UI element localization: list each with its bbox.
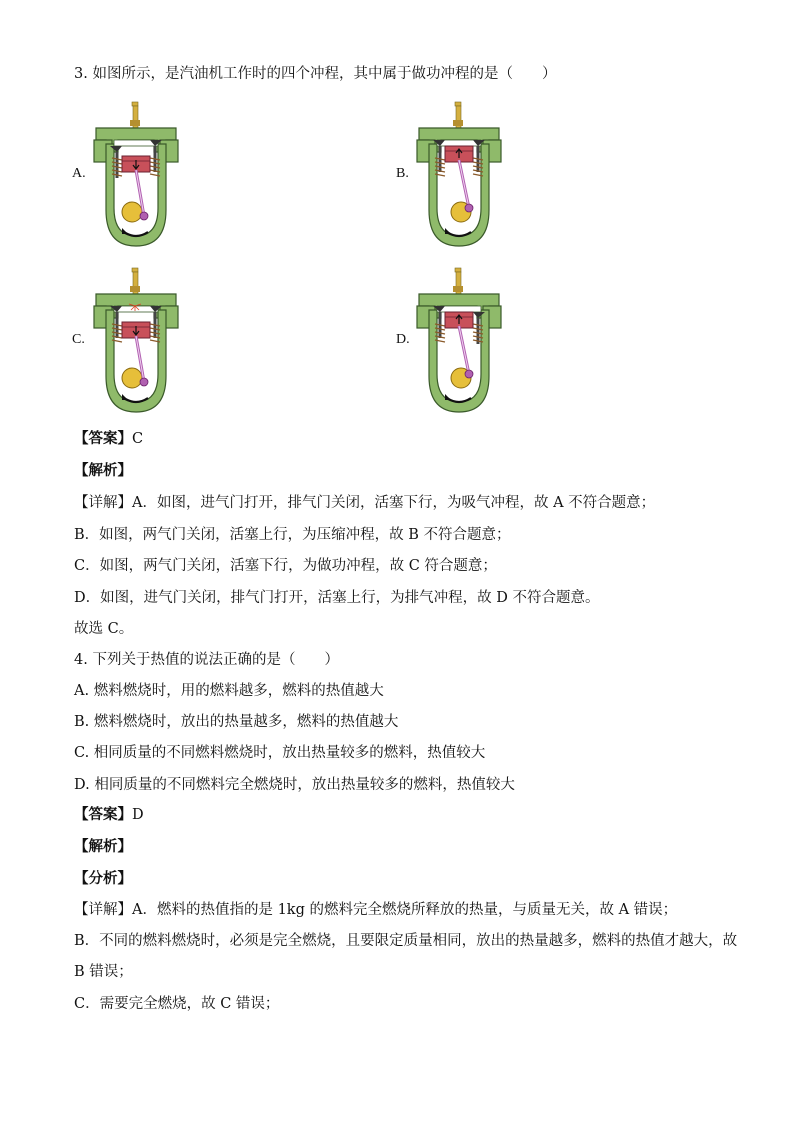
spark-plug-nut [453, 120, 463, 126]
q3-conclusion: 故选 C。 [74, 621, 134, 637]
q4-analyze-tag: 【分析】 [74, 870, 132, 887]
q4-option-c: C. 相同质量的不同燃料燃烧时，放出热量较多的燃料，热值较大 [74, 745, 486, 761]
answer-tag: 【答案】 [74, 430, 132, 447]
spark-plug-nut [130, 286, 140, 292]
engine-diagram-a [92, 100, 182, 250]
rotation-arrow-head [445, 394, 451, 400]
rotation-arrow-head [122, 394, 128, 400]
q4-analysis-tag: 【解析】 [74, 838, 132, 855]
engine-diagram-d [415, 266, 505, 416]
rotation-arrow-head [122, 228, 128, 234]
q4-detail-line-4: C．需要完全燃烧，故 C 错误； [74, 996, 280, 1012]
q3-detail-line-3: C．如图，两气门关闭，活塞下行，为做功冲程，故 C 符合题意； [74, 558, 497, 574]
spark-plug-tip [132, 102, 138, 106]
q3-option-d-label: D. [396, 332, 410, 347]
detail-tag: 【详解】 [74, 902, 132, 918]
crank-pin [140, 212, 148, 220]
q3-stem: 3. 如图所示，是汽油机工作时的四个冲程，其中属于做功冲程的是（ ） [74, 66, 557, 82]
q4-detail-line-2: B．不同的燃料燃烧时，必须是完全燃烧，且要限定质量相同，放出的热量越多，燃料的热值才越大，故 [74, 933, 738, 949]
crank-pin [140, 378, 148, 386]
q4-answer-line [74, 805, 144, 825]
engine-diagram-c [92, 266, 182, 416]
q3-answer: C [132, 431, 144, 447]
spark-plug-tip [455, 102, 461, 106]
q4-detail-line-3: B 错误； [74, 964, 133, 980]
q4-option-a: A. 燃料燃烧时，用的燃料越多，燃料的热值越大 [74, 683, 384, 699]
q3-analysis-tag: 【解析】 [74, 462, 132, 479]
q4-stem: 4. 下列关于热值的说法正确的是（ ） [74, 652, 339, 668]
answer-tag: 【答案】 [74, 806, 132, 823]
q3-option-b-label: B. [396, 166, 409, 181]
q4-answer: D [132, 807, 144, 823]
crank-pin [465, 370, 473, 378]
engine-diagram-b [415, 100, 505, 250]
q3-detail-line-2: B．如图，两气门关闭，活塞上行，为压缩冲程，故 B 不符合题意； [74, 527, 511, 543]
q4-option-d: D. 相同质量的不同燃料完全燃烧时，放出热量较多的燃料，热值较大 [74, 777, 515, 793]
connecting-rod-highlight [459, 326, 469, 374]
crankshaft [122, 368, 142, 388]
q3-option-a-label: A. [72, 166, 86, 181]
q3-detail-line-4: D．如图，进气门关闭，排气门打开，活塞上行，为排气冲程，故 D 不符合题意。 [74, 590, 600, 606]
q3-answer-line [74, 429, 143, 449]
rotation-arrow-head [445, 228, 451, 234]
detail-text: A．燃料的热值指的是 1kg 的燃料完全燃烧所释放的热量，与质量无关，故 A 错误； [132, 902, 678, 918]
crank-pin [465, 204, 473, 212]
connecting-rod-highlight [459, 160, 469, 208]
spark-plug-nut [453, 286, 463, 292]
spark-plug-tip [132, 268, 138, 272]
q4-detail-line-1 [74, 900, 677, 920]
spark-plug-nut [130, 120, 140, 126]
detail-text: A．如图，进气门打开，排气门关闭，活塞下行，为吸气冲程，故 A 不符合题意； [132, 495, 656, 511]
crankshaft [122, 202, 142, 222]
q4-option-b: B. 燃料燃烧时，放出的热量越多，燃料的热值越大 [74, 714, 399, 730]
q3-detail-line-1 [74, 493, 655, 513]
spark-plug-tip [455, 268, 461, 272]
q3-option-c-label: C. [72, 332, 85, 347]
detail-tag: 【详解】 [74, 495, 132, 511]
